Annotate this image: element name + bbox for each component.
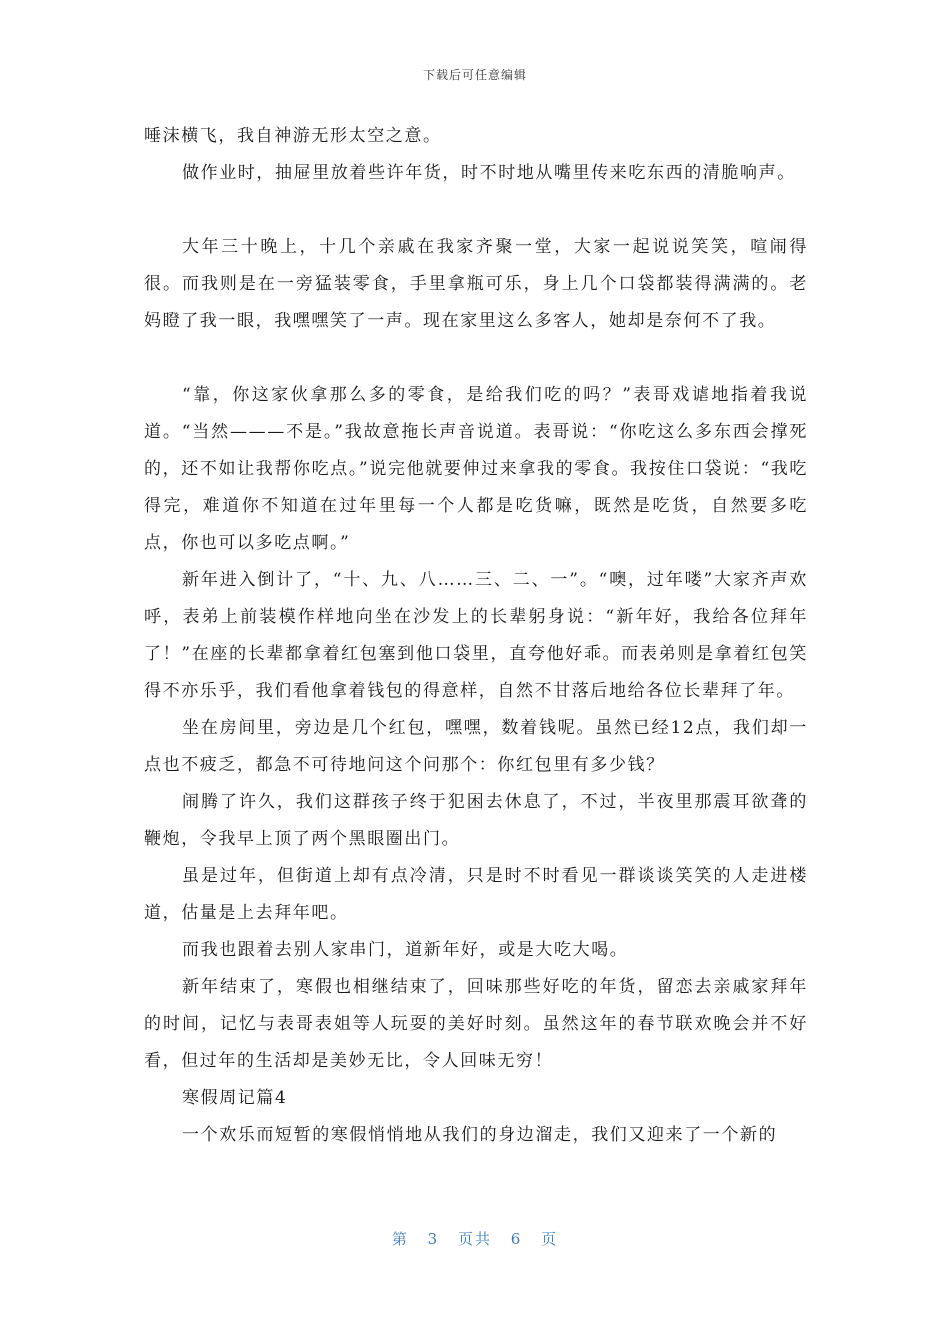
paragraph: 一个欢乐而短暂的寒假悄悄地从我们的身边溜走，我们又迎来了一个新的 bbox=[182, 1125, 778, 1145]
footer-current-page: 3 bbox=[427, 1230, 440, 1248]
paragraph: 而我也跟着去别人家串门，道新年好，或是大吃大喝。 bbox=[182, 940, 629, 960]
paragraph: 大年三十晚上，十几个亲戚在我家齐聚一堂，大家一起说说笑笑，喧闹得很。而我则是在一旁猛装零食，手里拿瓶可乐，身上几个口袋都装得满满的。老妈瞪了我一眼，我嘿嘿笑了一声。现在家里这么多客人，她却是奈何不了我。 bbox=[144, 237, 808, 331]
paragraph: 新年结束了，寒假也相继结束了，回味那些好吃的年货，留恋去亲戚家拜年的时间，记忆与表哥表姐等人玩耍的美好时刻。虽然这年的春节联欢晚会并不好看，但过年的生活却是美妙无比，令人回味无穷！ bbox=[144, 977, 808, 1071]
paragraph: “靠，你这家伙拿那么多的零食，是给我们吃的吗？”表哥戏谑地指着我说道。“当然———不是。”我故意拖长声音说道。表哥说：“你吃这么多东西会撑死的，还不如让我帮你吃点。”说完他就要伸过来拿我的零食。我按住口袋说：“我吃得完，难道你不知道在过年里每一个人都是吃货嘛，既然是吃货，自然要多吃点，你也可以多吃点啊。” bbox=[144, 385, 808, 553]
paragraph: 新年进入倒计了，“十、九、八……三、二、一”。“噢，过年喽”大家齐声欢呼，表弟上前装模作样地向坐在沙发上的长辈躬身说：“新年好，我给各位拜年了！”在座的长辈都拿着红包塞到他口袋里，直夸他好乖。而表弟则是拿着红包笑得不亦乐乎，我们看他拿着钱包的得意样，自然不甘落后地给各位长辈拜了年。 bbox=[144, 570, 808, 701]
paragraph: 坐在房间里，旁边是几个红包，嘿嘿，数着钱呢。虽然已经12点，我们却一点也不疲乏，都急不可待地问这个问那个：你红包里有多少钱？ bbox=[144, 718, 808, 775]
paragraph: 做作业时，抽屉里放着些许年货，时不时地从嘴里传来吃东西的清脆响声。 bbox=[182, 163, 796, 183]
section-heading: 寒假周记篇4 bbox=[182, 1088, 288, 1108]
paragraph: 唾沫横飞，我自神游无形太空之意。 bbox=[144, 126, 442, 146]
footer-prefix: 第 bbox=[391, 1230, 409, 1248]
page-header-note: 下载后可任意编辑 bbox=[422, 68, 527, 82]
page-footer bbox=[0, 1228, 950, 1249]
footer-middle: 页共 bbox=[457, 1230, 492, 1248]
footer-suffix: 页 bbox=[541, 1230, 559, 1248]
document-body bbox=[144, 118, 808, 1154]
paragraph: 虽是过年，但街道上却有点冷清，只是时不时看见一群谈谈笑笑的人走进楼道，估量是上去拜年吧。 bbox=[144, 866, 808, 923]
footer-total-pages: 6 bbox=[510, 1230, 523, 1248]
paragraph: 闹腾了许久，我们这群孩子终于犯困去休息了，不过，半夜里那震耳欲聋的鞭炮，令我早上顶了两个黑眼圈出门。 bbox=[144, 792, 808, 849]
